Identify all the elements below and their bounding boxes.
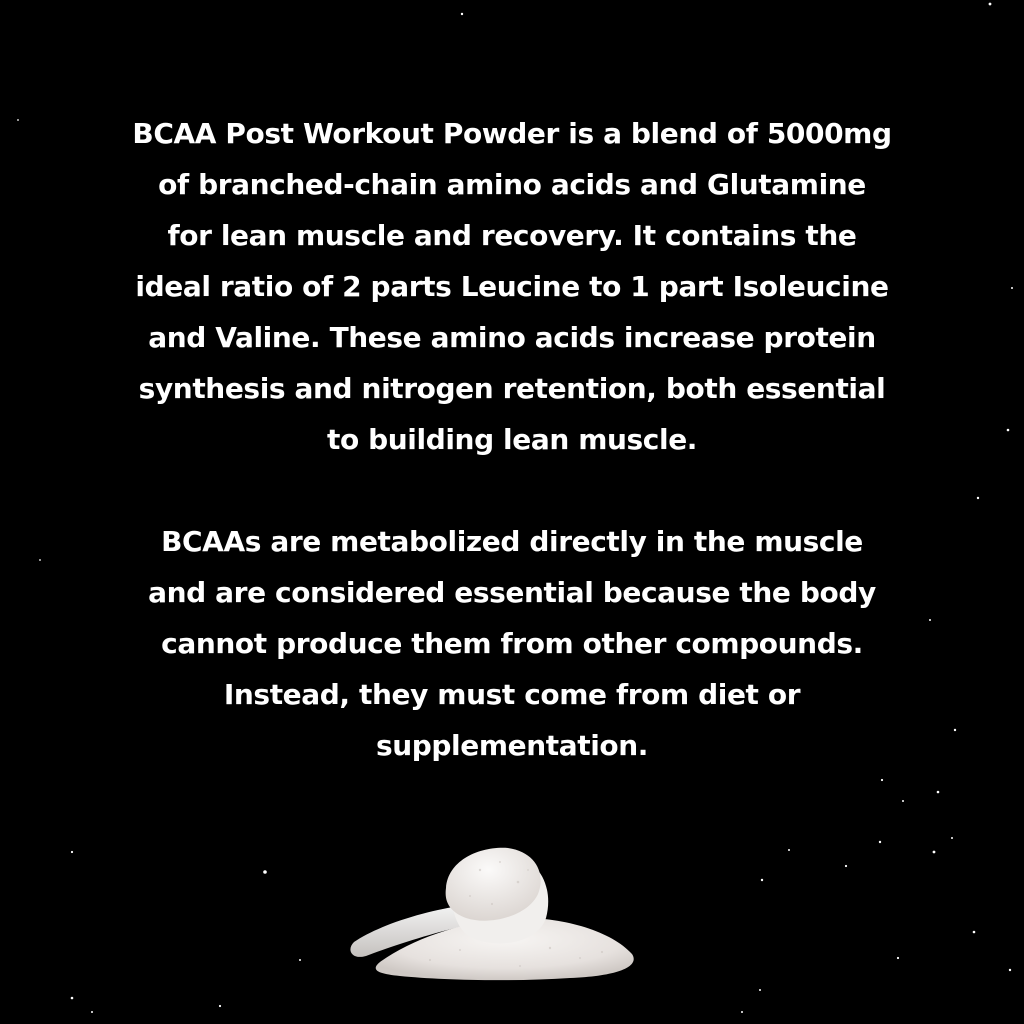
text-line: cannot produce them from other compounds.	[161, 627, 863, 660]
text-line: synthesis and nitrogen retention, both essential	[138, 372, 886, 405]
text-line: for lean muscle and recovery. It contains the	[167, 219, 857, 252]
text-line: supplementation.	[375, 729, 649, 762]
powder-scoop-icon	[340, 830, 650, 990]
text-line: BCAAs are metabolized directly in the muscle	[161, 525, 863, 558]
text-line: of branched-chain amino acids and Glutamine	[158, 168, 866, 201]
text-line: and Valine. These amino acids increase protein	[148, 321, 876, 354]
text-line: to building lean muscle.	[326, 423, 698, 456]
text-line: ideal ratio of 2 parts Leucine to 1 part Isoleucine	[135, 270, 889, 303]
description-paragraph	[80, 108, 944, 465]
description-paragraph	[80, 516, 944, 771]
text-line: Instead, they must come from diet or	[223, 678, 801, 711]
text-line: BCAA Post Workout Powder is a blend of 5000mg	[132, 117, 892, 150]
description-text-block	[80, 108, 944, 771]
text-line: and are considered essential because the body	[148, 576, 876, 609]
